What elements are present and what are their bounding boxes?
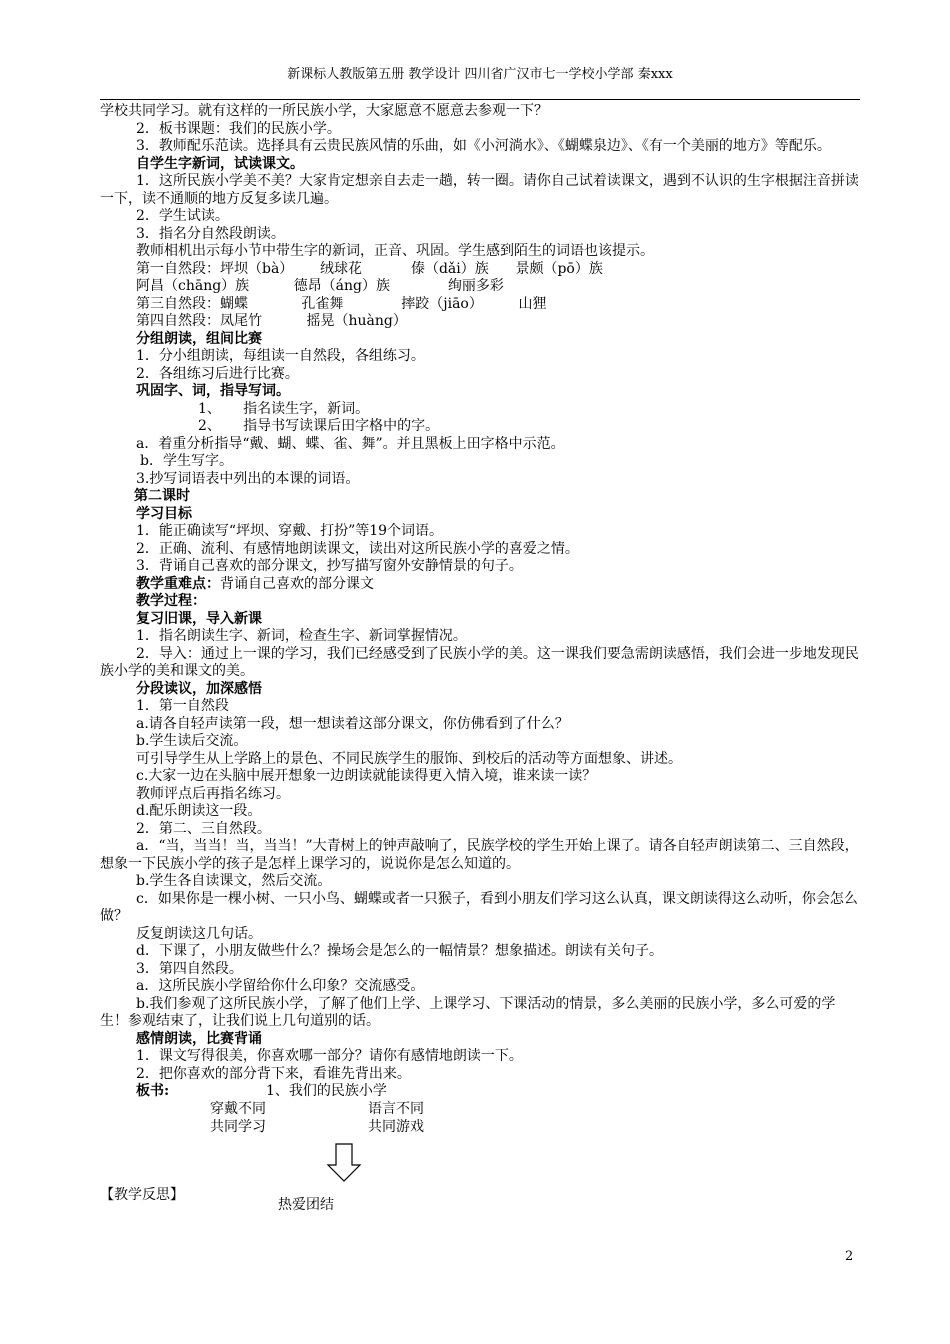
text-line: b.我们参观了这所民族小学，了解了他们上学、上课学习、下课活动的情景，多么美丽的民族小学，多么可爱的学生！参观结束了，让我们说上几句道别的话。 bbox=[100, 995, 836, 1029]
text-line: c．如果你是一棵小树、一只小鸟、蝴蝶或者一只猴子，看到小朋友们学习这么认真，课文朗读得这么动听，你会怎么做？ bbox=[100, 890, 858, 924]
text-line: 2．板书课题：我们的民族小学。 bbox=[136, 120, 341, 137]
text-line: d.配乐朗读这一段。 bbox=[136, 803, 262, 819]
down-arrow-icon bbox=[326, 1143, 362, 1183]
text-line: 2．正确、流利、有感情地朗读课文，读出对这所民族小学的喜爱之情。 bbox=[136, 540, 579, 557]
vocab-line: 第四自然段：凤尾竹 摇晃（huàng） bbox=[136, 313, 407, 329]
text-line: b．学生写字。 bbox=[140, 453, 233, 469]
text-line: 2．学生试读。 bbox=[136, 208, 229, 224]
text-line: 3．第四自然段。 bbox=[136, 960, 243, 977]
text-line: 学校共同学习。就有这样的一所民族小学，大家愿意不愿意去参观一下？ bbox=[100, 103, 548, 119]
board-title: 1、我们的民族小学 bbox=[266, 1083, 387, 1099]
text-line: 反复朗读这几句话。 bbox=[136, 925, 262, 942]
key-points-text: 背诵自己喜欢的部分课文 bbox=[220, 575, 374, 592]
board-conclusion: 热爱团结 bbox=[278, 1197, 334, 1213]
board-cell: 穿戴不同 bbox=[210, 1101, 266, 1117]
text-line: a．“当，当当！当，当当！”大青树上的钟声敲响了，民族学校的学生开始上课了。请各自轻声朗读第二、三自然段，想象一下民族小学的孩子是怎样上课学习的，说说你是怎么知道的。 bbox=[100, 838, 859, 872]
text-line: 1．课文写得很美，你喜欢哪一部分？请你有感情地朗读一下。 bbox=[136, 1048, 523, 1064]
section-heading: 巩固字、词，指导写词。 bbox=[136, 383, 290, 399]
section-heading: 教学过程： bbox=[136, 593, 206, 609]
vocab-line: 阿昌（chāng）族 德昂（áng）族 绚丽多彩 bbox=[136, 278, 504, 294]
board-cell: 共同学习 bbox=[210, 1119, 266, 1135]
text-line: 2．各组练习后进行比赛。 bbox=[136, 365, 299, 382]
blackboard-summary bbox=[100, 1083, 860, 1233]
text-line: 1．指名朗读生字、新词，检查生字、新词掌握情况。 bbox=[136, 628, 467, 644]
text-line: 可引导学生从上学路上的景色、不同民族学生的服饰、到校后的活动等方面想象、讲述。 bbox=[136, 750, 682, 767]
text-line: a.请各自轻声读第一段，想一想读着这部分课文，你仿佛看到了什么？ bbox=[136, 715, 569, 732]
text-line: a．着重分析指导“戴、蝴、蝶、雀、舞”。并且黑板上田字格中示范。 bbox=[136, 435, 565, 452]
text-line: 1．能正确读写“坪坝、穿戴、打扮”等19个词语。 bbox=[136, 523, 444, 539]
text-line: b.学生各自读课文，然后交流。 bbox=[136, 873, 332, 889]
page-header: 新课标人教版第五册 教学设计 四川省广汉市七一学校小学部 秦xxx bbox=[287, 67, 673, 82]
text-line: c.大家一边在头脑中展开想象一边朗读就能读得更入情入境，谁来读一读？ bbox=[136, 768, 597, 784]
text-line bbox=[100, 576, 860, 594]
section-heading: 感情朗读，比赛背诵 bbox=[136, 1030, 262, 1047]
text-line: b.学生读后交流。 bbox=[136, 733, 248, 749]
header-rule bbox=[100, 99, 860, 100]
text-line: 2、 指导书写读课后田字格中的字。 bbox=[198, 418, 440, 434]
text-line: 1．这所民族小学美不美？大家肯定想亲自去走一趟，转一圈。请你自己试着读课文，遇到不认识的生字根据注音拼读一下，读不通顺的地方反复多读几遍。 bbox=[100, 173, 859, 207]
text-line: 1．第一自然段 bbox=[136, 698, 229, 714]
text-line: 教师相机出示每小节中带生字的新词，正音、巩固。学生感到陌生的词语也该提示。 bbox=[136, 243, 654, 259]
page-number: 2 bbox=[845, 1249, 854, 1264]
text-line: 3．背诵自己喜欢的部分课文，抄写描写窗外安静情景的句子。 bbox=[136, 558, 523, 574]
document-body bbox=[100, 103, 860, 1233]
section-heading: 第二课时 bbox=[134, 488, 190, 504]
text-line: d．下课了，小朋友做些什么？操场会是怎么的一幅情景？想象描述。朗读有关句子。 bbox=[136, 943, 663, 959]
section-heading: 自学生字新词，试读课文。 bbox=[136, 155, 304, 172]
text-line: a．这所民族小学留给你什么印象？交流感受。 bbox=[136, 978, 425, 994]
text-line: 教师评点后再指名练习。 bbox=[136, 785, 290, 802]
text-line: 2．第二、三自然段。 bbox=[136, 820, 271, 837]
text-line: 3．指名分自然段朗读。 bbox=[136, 225, 285, 242]
text-line: 2．导入：通过上一课的学习，我们已经感受到了民族小学的美。这一课我们要急需朗读感悟，我们会进一步地发现民族小学的美和课文的美。 bbox=[100, 645, 859, 679]
board-cell: 共同游戏 bbox=[368, 1119, 424, 1135]
section-heading: 学习目标 bbox=[136, 505, 192, 522]
key-points-label: 教学重难点： bbox=[136, 575, 220, 592]
board-label: 板书: bbox=[136, 1083, 170, 1099]
text-line: 3.抄写词语表中列出的本课的词语。 bbox=[136, 470, 360, 487]
teaching-reflection-heading: 【教学反思】 bbox=[100, 1187, 184, 1203]
board-cell: 语言不同 bbox=[368, 1101, 424, 1117]
vocab-line: 第一自然段：坪坝（bà） 绒球花 傣（dǎi）族 景颇（pō）族 bbox=[136, 260, 603, 277]
vocab-line: 第三自然段：蝴蝶 孔雀舞 摔跤（jiāo） 山狸 bbox=[136, 295, 547, 312]
section-heading: 复习旧课，导入新课 bbox=[136, 610, 262, 627]
text-line: 2．把你喜欢的部分背下来，看谁先背出来。 bbox=[136, 1065, 411, 1082]
section-heading: 分段读议，加深感悟 bbox=[136, 680, 262, 697]
text-line: 1、 指名读生字，新词。 bbox=[198, 400, 370, 417]
text-line: 3．教师配乐范读。选择具有云贵民族风情的乐曲，如《小河淌水》、《蝴蝶泉边》、《有一个美丽的地方》等配乐。 bbox=[136, 138, 831, 154]
section-heading: 分组朗读，组间比赛 bbox=[136, 330, 262, 347]
text-line: 1．分小组朗读，每组读一自然段，各组练习。 bbox=[136, 348, 425, 364]
